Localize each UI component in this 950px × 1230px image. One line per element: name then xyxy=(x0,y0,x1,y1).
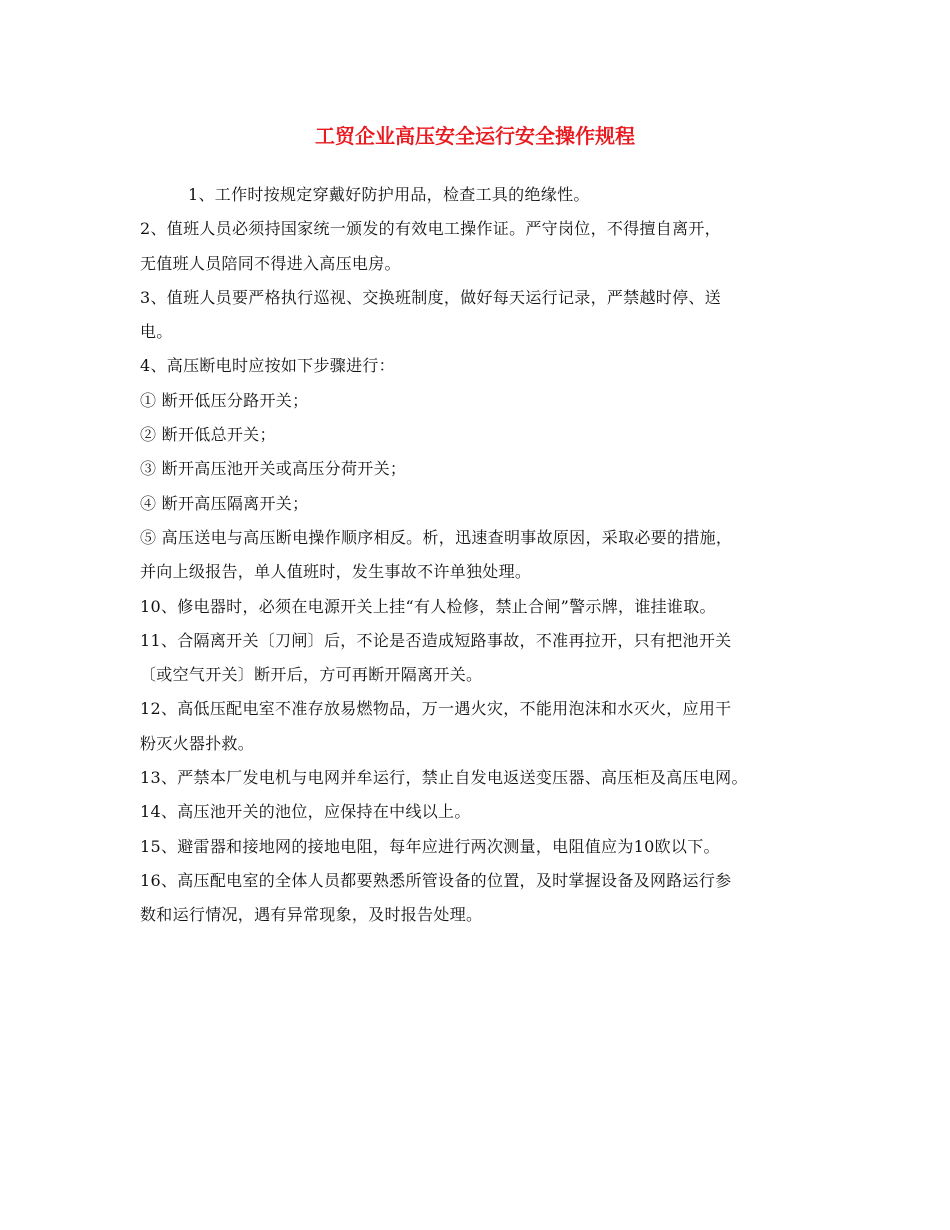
rule-line-12-cont: 粉灭火器扑救。 xyxy=(140,733,255,753)
rule-line-4: 4、高压断电时应按如下步骤进行： xyxy=(140,356,395,376)
step-1: ① 断开低压分路开关； xyxy=(140,390,309,410)
rule-line-1: 1、工作时按规定穿戴好防护用品，检查工具的绝缘性。 xyxy=(188,185,590,204)
rule-line-11: 11、合隔离开关〔刀闸〕后，不论是否造成短路事故，不准再拉开，只有把池开关 xyxy=(140,630,732,650)
step-4: ④ 断开高压隔离开关； xyxy=(140,493,309,513)
document-title: 工贸企业高压安全运行安全操作规程 xyxy=(315,124,635,148)
rule-line-15: 15、避雷器和接地网的接地电阻，每年应进行两次测量，电阻值应为10欧以下。 xyxy=(140,836,720,856)
rule-line-16: 16、高压配电室的全体人员都要熟悉所管设备的位置，及时掌握设备及网路运行参 xyxy=(140,870,732,890)
rule-line-16-cont: 数和运行情况，遇有异常现象，及时报告处理。 xyxy=(140,905,483,925)
step-3: ③ 断开高压池开关或高压分荷开关； xyxy=(140,459,407,479)
rule-line-3-cont: 电。 xyxy=(140,322,173,342)
step-5-cont: 并向上级报告，单人值班时，发生事故不许单独处理。 xyxy=(140,562,532,582)
rule-line-11-cont: 〔或空气开关〕断开后，方可再断开隔离开关。 xyxy=(140,665,483,685)
document-body xyxy=(140,178,820,933)
rule-line-2: 2、值班人员必须持国家统一颁发的有效电工操作证。严守岗位，不得擅自离开， xyxy=(140,219,721,239)
rule-line-3: 3、值班人员要严格执行巡视、交换班制度，做好每天运行记录，严禁越时停、送 xyxy=(140,287,721,307)
step-2: ② 断开低总开关； xyxy=(140,425,276,445)
rule-line-2-cont: 无值班人员陪同不得进入高压电房。 xyxy=(140,253,401,273)
rule-line-13: 13、严禁本厂发电机与电网并牟运行，禁止自发电返送变压器、高压柜及高压电网。 xyxy=(140,768,748,788)
rule-line-14: 14、高压池开关的池位，应保持在中线以上。 xyxy=(140,802,471,822)
rule-line-12: 12、高低压配电室不准存放易燃物品，万一遇火灾，不能用泡沫和水灭火，应用干 xyxy=(140,699,732,719)
rule-line-10: 10、修电器时，必须在电源开关上挂“有人检修，禁止合闸”警示牌，谁挂谁取。 xyxy=(140,596,716,616)
step-5: ⑤ 高压送电与高压断电操作顺序相反。析，迅速查明事故原因，采取必要的措施， xyxy=(140,527,733,547)
